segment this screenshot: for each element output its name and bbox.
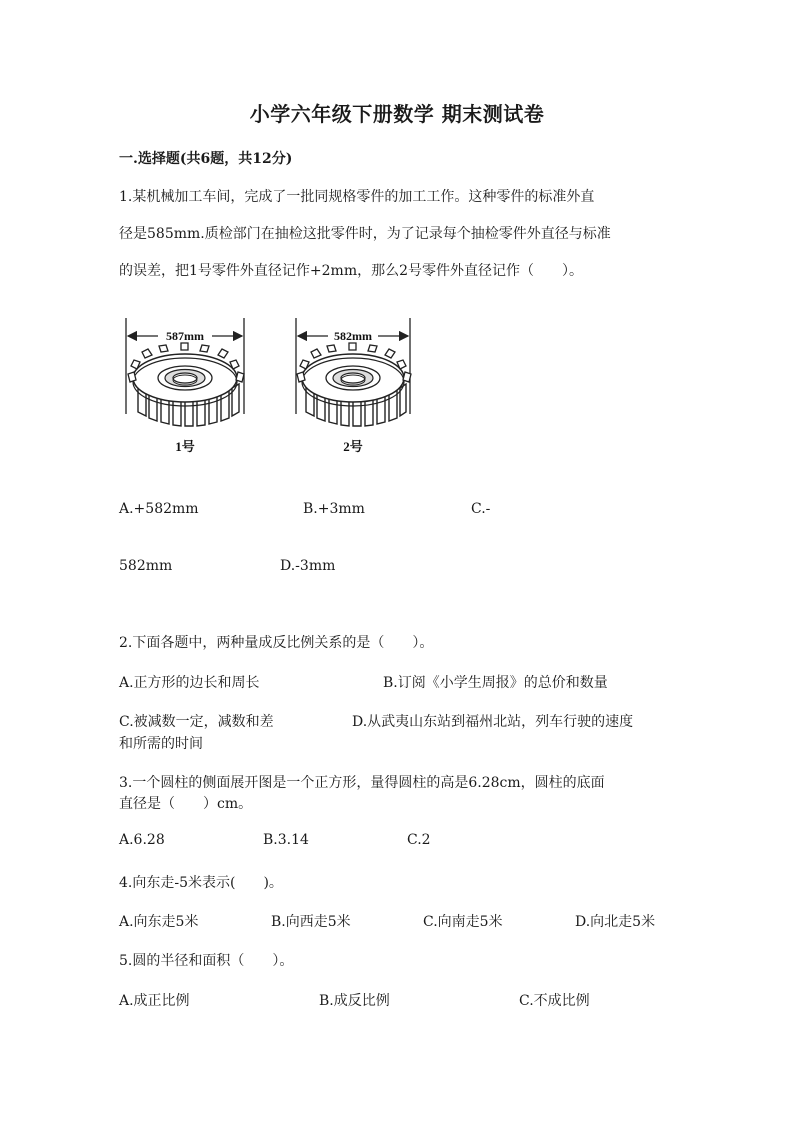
question-4-option-d[interactable]: D.向北走5米 <box>575 914 656 930</box>
question-1-line-2: 径是585mm.质检部门在抽检这批零件时，为了记录每个抽检零件外直径与标准 <box>119 226 611 242</box>
gears-figure <box>118 314 418 460</box>
question-2-option-c[interactable]: C.被减数一定，减数和差 <box>119 714 274 730</box>
gear-2-dimension: 582mm <box>334 329 372 343</box>
question-3-option-b[interactable]: B.3.14 <box>263 832 309 848</box>
question-3-option-c[interactable]: C.2 <box>407 832 431 848</box>
question-5-stem: 5.圆的半径和面积（ ）。 <box>119 953 294 969</box>
question-1-option-a[interactable]: A.+582mm <box>119 501 199 517</box>
question-4-option-a[interactable]: A.向东走5米 <box>119 914 199 930</box>
question-3-option-a[interactable]: A.6.28 <box>119 832 165 848</box>
question-5-option-a[interactable]: A.成正比例 <box>119 993 190 1009</box>
question-2-option-b[interactable]: B.订阅《小学生周报》的总价和数量 <box>383 675 608 691</box>
question-1-line-1: 1.某机械加工车间，完成了一批同规格零件的加工工作。这种零件的标准外直 <box>119 189 595 205</box>
gear-1-dimension: 587mm <box>166 329 204 343</box>
question-2-option-d-continued[interactable]: 和所需的时间 <box>119 736 203 752</box>
page-title: 小学六年级下册数学 期末测试卷 <box>249 102 545 126</box>
question-1-line-3: 的误差，把1号零件外直径记作+2mm，那么2号零件外直径记作（ ）。 <box>119 263 584 279</box>
gear-2 <box>296 318 411 454</box>
question-5-option-c[interactable]: C.不成比例 <box>519 993 590 1009</box>
question-3-line-1: 3.一个圆柱的侧面展开图是一个正方形，量得圆柱的高是6.28cm，圆柱的底面 <box>119 775 605 791</box>
question-5-option-b[interactable]: B.成反比例 <box>319 993 390 1009</box>
question-3-line-2: 直径是（ ）cm。 <box>119 796 253 812</box>
section-heading: 一.选择题(共6题，共12分) <box>119 151 293 167</box>
question-2-stem: 2.下面各题中，两种量成反比例关系的是（ ）。 <box>119 635 434 651</box>
question-1-option-c-continued[interactable]: 582mm <box>119 558 173 574</box>
gear-1 <box>126 318 244 454</box>
gear-1-label: 1号 <box>175 439 195 454</box>
question-4-option-c[interactable]: C.向南走5米 <box>423 914 503 930</box>
question-4-option-b[interactable]: B.向西走5米 <box>271 914 351 930</box>
question-2-option-d[interactable]: D.从武夷山东站到福州北站，列车行驶的速度 <box>352 714 634 730</box>
question-1-option-c[interactable]: C.- <box>471 501 491 517</box>
gear-2-label: 2号 <box>343 439 363 454</box>
question-1-option-b[interactable]: B.+3mm <box>303 501 365 517</box>
question-4-stem: 4.向东走-5米表示( )。 <box>119 875 283 891</box>
question-1-option-d[interactable]: D.-3mm <box>280 558 336 574</box>
question-2-option-a[interactable]: A.正方形的边长和周长 <box>119 675 260 691</box>
